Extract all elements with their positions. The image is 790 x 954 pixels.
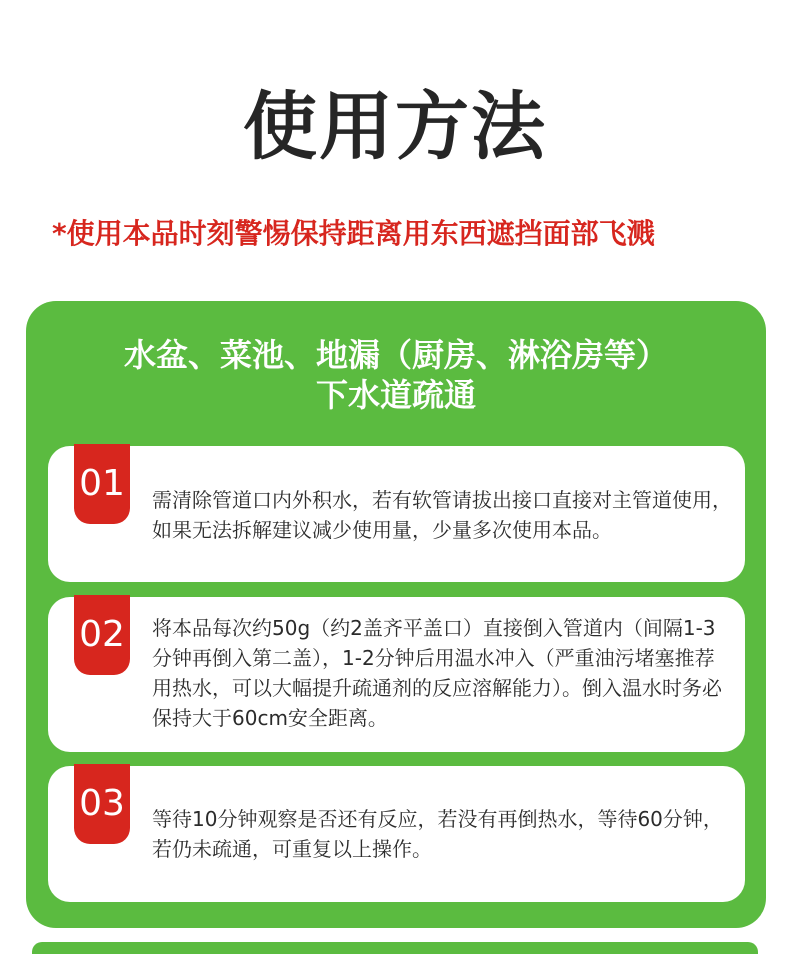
panel-title-line2: 下水道疏通 <box>315 376 476 414</box>
next-panel-edge <box>32 942 758 954</box>
step-card-3 <box>48 766 745 902</box>
step-card-1 <box>48 446 745 582</box>
step-text: 将本品每次约50g（约2盖齐平盖口）直接倒入管道内（间隔1-3分钟再倒入第二盖），1-2分钟后用温水冲入（严重油污堵塞推荐用热水，可以大幅提升疏通剂的反应溶解能力）。倒入温水时务必保持大于60cm安全距离。 <box>152 616 722 730</box>
safety-warning: *使用本品时刻警惕保持距离用东西遮挡面部飞溅 <box>52 217 655 250</box>
step-card-2 <box>48 597 745 752</box>
step-number-badge: 03 <box>74 764 130 844</box>
panel-title-line1: 水盆、菜池、地漏（厨房、淋浴房等） <box>123 336 668 374</box>
panel-title <box>26 335 766 415</box>
step-text: 等待10分钟观察是否还有反应，若没有再倒热水，等待60分钟，若仍未疏通，可重复以上操作。 <box>152 807 723 861</box>
page-title: 使用方法 <box>243 84 547 170</box>
step-number-badge: 02 <box>74 595 130 675</box>
usage-panel <box>26 301 766 928</box>
step-number-badge: 01 <box>74 444 130 524</box>
step-text: 需清除管道口内外积水，若有软管请拔出接口直接对主管道使用，如果无法拆解建议减少使用量，少量多次使用本品。 <box>152 488 732 542</box>
